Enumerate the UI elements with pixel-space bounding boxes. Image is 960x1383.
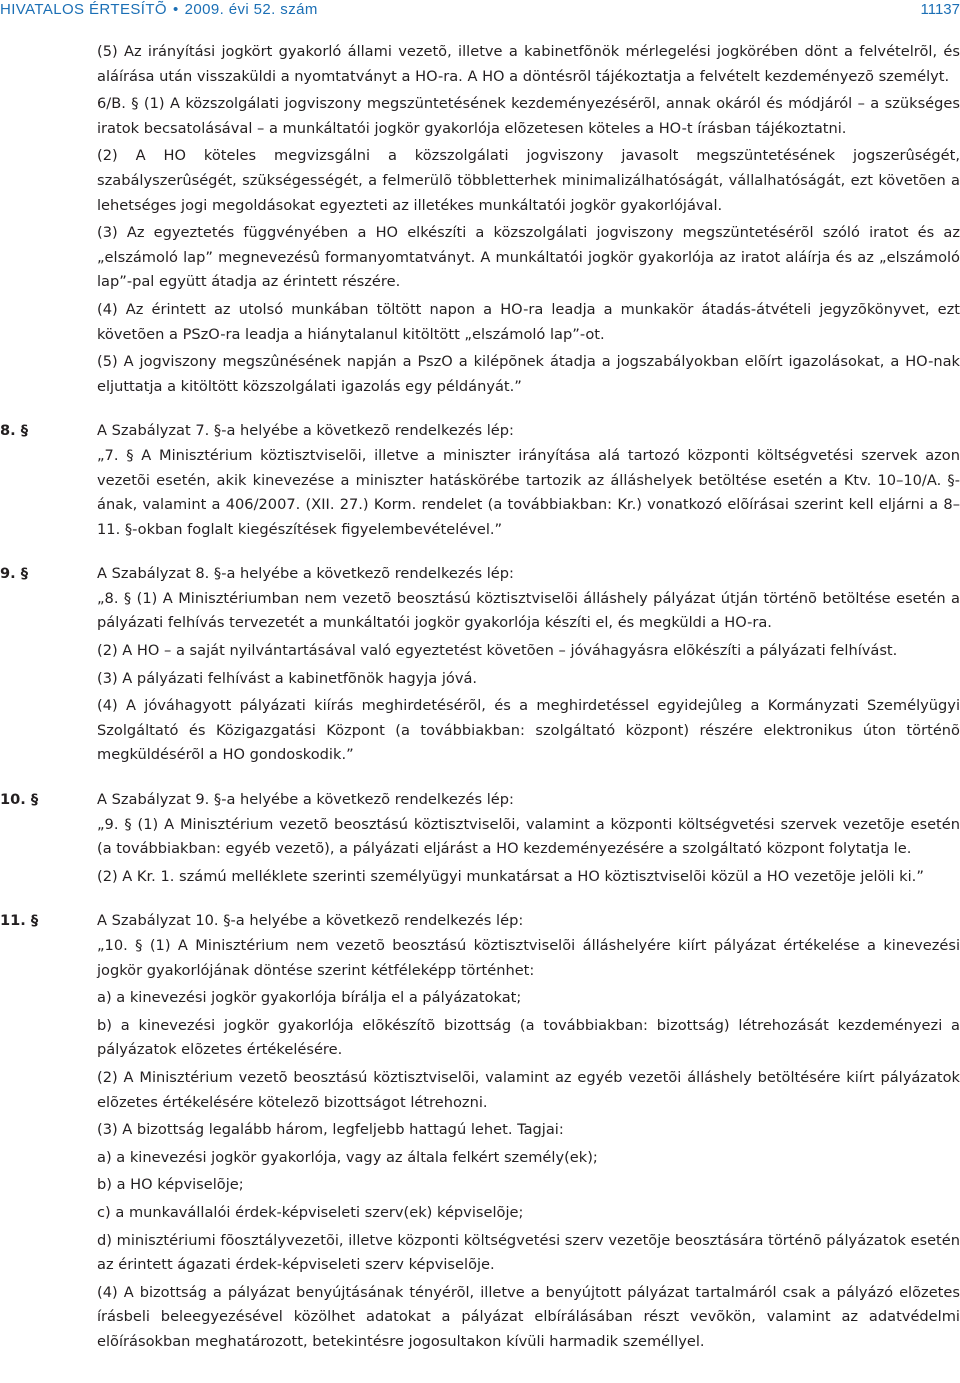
paragraph: c) a munkavállalói érdek-képviseleti szerv(ek) képviselõje;: [97, 1203, 524, 1221]
paragraph: (3) A pályázati felhívást a kabinetfõnök hagyja jóvá.: [97, 669, 478, 687]
paragraph: (4) A jóváhagyott pályázati kiírás meghirdetésérõl, és a meghirdetéssel egyidejûleg a Kormányzati Személyügyi Szolgáltató és Közigazgatási Központ (a továbbiakban: szolgáltató központ) részére elektronikus úton történõ megküldésérõl a HO gondoskodik.”: [97, 697, 960, 764]
page-header: [0, 0, 960, 22]
paragraph: (2) A Minisztérium vezetõ beosztású köztisztviselõi, valamint az egyéb vezetõi álláshely betöltésére kiírt pályázatok elõzetes értékelésére kötelezõ bizottságot létrehozni.: [97, 1068, 960, 1111]
paragraph: (3) Az egyeztetés függvényében a HO elkészíti a közszolgálati jogviszony megszüntetésérõl szóló iratot és az „elszámoló lap” megnevezésû formanyomtatványt. A munkáltatói jogkör gyakorlója az iratot aláírja és az „elszámoló lap”-pal együtt átadja az érintett részére.: [97, 224, 960, 291]
paragraph: „8. § (1) A Minisztériumban nem vezetõ beosztású köztisztviselõi álláshely pályázat útján történõ betöltése esetén a pályázati felhívás tervezetét a munkáltatói jogkör gyakorlója készíti el, és megküldi a HO-ra.: [97, 589, 960, 632]
paragraph: (4) A bizottság a pályázat benyújtásának tényérõl, illetve a benyújtott pályázat tartalmáról csak a pályázó elõzetes írásbeli beleegyezésével közölhet adatokat a pályázat elbírálásában részt vevõkön, valamint az adatvédelmi elõírásokban meghatározott, betekintésre jogosultakon kívüli harmadik személlyel.: [97, 1283, 960, 1350]
paragraph: „7. § A Minisztérium köztisztviselõi, illetve a miniszter irányítása alá tartozó központi költségvetési szervek azon vezetõi esetén, akik kinevezése a miniszter hatáskörébe tartozik az álláshelyek betöltése esetén a Ktv. 10–10/A. §-ának, valamint a 406/2007. (XII. 27.) Korm. rendelet (a továbbiakban: Kr.) vonatkozó elõírásai szerint kell eljárni a 8–11. §-okban foglalt kiegészítések figyelembevételével.”: [97, 446, 960, 538]
section-number: 9. §: [0, 565, 29, 583]
paragraph: (2) A HO – a saját nyilvántartásával való egyeztetést követõen – jóváhagyásra elõkészíti a pályázati felhívást.: [97, 642, 898, 660]
paragraph: d) minisztériumi fõosztályvezetõi, illetve központi költségvetési szerv vezetõje beosztására történõ pályázatok esetén az érintett ágazati érdek-képviseleti szerv képviselõje.: [97, 1231, 960, 1274]
section-8: [0, 419, 960, 542]
paragraph: a) a kinevezési jogkör gyakorlója bírálja el a pályázatokat;: [97, 989, 522, 1007]
paragraph: a) a kinevezési jogkör gyakorlója, vagy az általa felkért személy(ek);: [97, 1148, 598, 1166]
paragraph: (4) Az érintett az utolsó munkában töltött napon a HO-ra leadja a munkakör átadás-átvételi jegyzõkönyvet, ezt követõen a PSzO-ra leadja a hiánytalanul kitöltött „elszámoló lap”-ot.: [97, 300, 960, 343]
issue-label: 2009. évi 52. szám: [184, 1, 318, 18]
paragraph: (3) A bizottság legalább három, legfeljebb hattagú lehet. Tagjai:: [97, 1121, 564, 1139]
section-10: [0, 788, 960, 889]
paragraph: (2) A Kr. 1. számú melléklete szerinti személyügyi munkatársat a HO köztisztviselõi közül a HO vezetõje jelöli ki.”: [97, 867, 924, 885]
intro-block: [97, 40, 960, 399]
section-11: [0, 909, 960, 1354]
section-heading: A Szabályzat 9. §-a helyébe a következõ rendelkezés lép:: [97, 791, 514, 809]
paragraph: b) a HO képviselõje;: [97, 1176, 244, 1194]
header-left: [0, 0, 318, 20]
paragraph: (2) A HO köteles megvizsgálni a közszolgálati jogviszony javasolt megszüntetésének jogszerûségét, szabályszerûségét, szükségességét, a felmerülõ többletterhek minimalizálhatóságát, vállalhatóságát, ezt követõen a lehetséges jogi megoldásokat egyezteti az illetékes munkáltatói jogkör gyakorlójával.: [97, 147, 960, 214]
paragraph: b) a kinevezési jogkör gyakorlója elõkészítõ bizottság (a továbbiakban: bizottság) létrehozását kezdeményezi a pályázatok elõzetes értékelésére.: [97, 1016, 960, 1059]
header-bullet: •: [172, 1, 179, 18]
section-number: 11. §: [0, 912, 39, 930]
section-9: [0, 562, 960, 768]
section-number: 10. §: [0, 791, 39, 809]
page-number: 11137: [920, 1, 960, 18]
section-heading: A Szabályzat 7. §-a helyébe a következõ rendelkezés lép:: [97, 422, 514, 440]
paragraph: „10. § (1) A Minisztérium nem vezetõ beosztású köztisztviselõi álláshelyére kiírt pályázat értékelése a kinevezési jogkör gyakorlójának döntése szerint kétféleképp történhet:: [97, 937, 960, 979]
section-heading: A Szabályzat 8. §-a helyébe a következõ rendelkezés lép:: [97, 565, 514, 583]
section-number: 8. §: [0, 422, 29, 440]
paragraph: (5) A jogviszony megszûnésének napján a PszO a kilépõnek átadja a jogszabályokban elõírt igazolásokat, a HO-nak eljuttatja a kitöltött közszolgálati igazolás egy példányát.”: [97, 353, 960, 395]
journal-title: HIVATALOS ÉRTESÍTÕ: [0, 1, 167, 18]
paragraph: (5) Az irányítási jogkört gyakorló állami vezetõ, illetve a kabinetfõnök mérlegelési jogkörében dönt a felvételrõl, és aláírása után visszaküldi a nyomtatványt a HO-ra. A HO a döntésrõl tájékoztatja a felvételt kezdeményezõ személyt.: [97, 43, 960, 85]
document-body: [0, 40, 960, 1355]
paragraph: „9. § (1) A Minisztérium vezetõ beosztású köztisztviselõi, valamint a központi költségvetési szervek vezetõje esetén (a továbbiakban: egyéb vezetõ), a pályázati eljárást a HO kezdeményezésére a szolgáltató központ folytatja le.: [97, 815, 960, 858]
paragraph: 6/B. § (1) A közszolgálati jogviszony megszüntetésének kezdeményezésérõl, annak okáról és módjáról – a szükséges iratok becsatolásával – a munkáltatói jogkör gyakorlója elõzetesen köteles a HO-t írásban tájékoztatni.: [97, 95, 960, 137]
section-heading: A Szabályzat 10. §-a helyébe a következõ rendelkezés lép:: [97, 912, 524, 930]
